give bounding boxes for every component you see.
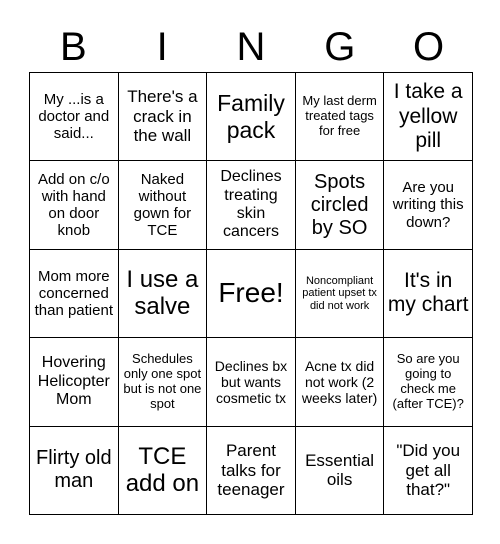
cell-text: Hovering Helicopter Mom xyxy=(37,354,110,409)
bingo-cell-r1-c4[interactable] xyxy=(296,73,385,161)
cell-text: Are you writing this down? xyxy=(392,179,464,231)
cell-text: Mom more concerned than patient xyxy=(34,267,113,320)
free-space-text: Free! xyxy=(218,277,284,309)
header-letter-i: I xyxy=(156,25,168,69)
bingo-cell-r5-c5[interactable] xyxy=(384,427,473,515)
bingo-cell-r2-c3[interactable] xyxy=(207,161,296,249)
cell-text: There's a crack in the wall xyxy=(127,87,198,146)
bingo-header xyxy=(29,22,473,72)
bingo-cell-r1-c5[interactable] xyxy=(384,73,473,161)
cell-text: I take a yellow pill xyxy=(393,80,463,152)
bingo-cell-r3-c5[interactable] xyxy=(384,250,473,338)
bingo-cell-r3-c4[interactable] xyxy=(296,250,385,338)
bingo-cell-r5-c2[interactable] xyxy=(119,427,208,515)
header-letter-o: O xyxy=(413,25,445,69)
cell-text: It's in my chart xyxy=(387,269,469,317)
bingo-cell-r4-c1[interactable] xyxy=(30,338,119,426)
bingo-cell-r4-c5[interactable] xyxy=(384,338,473,426)
bingo-cell-r2-c5[interactable] xyxy=(384,161,473,249)
cell-text: I use a salve xyxy=(126,265,199,321)
cell-text: So are you going to check me (after TCE)? xyxy=(392,351,464,411)
cell-text: Spots circled by SO xyxy=(310,170,369,239)
bingo-cell-r3-c2[interactable] xyxy=(119,250,208,338)
header-letter-b: B xyxy=(60,25,87,69)
bingo-cell-r2-c2[interactable] xyxy=(119,161,208,249)
cell-text: Add on c/o with hand on door knob xyxy=(37,170,110,240)
cell-text: Naked without gown for TCE xyxy=(133,170,192,240)
bingo-cell-r5-c3[interactable] xyxy=(207,427,296,515)
cell-text: Declines bx but wants cosmetic tx xyxy=(214,357,288,406)
cell-text: Noncompliant patient upset tx did not work xyxy=(302,274,377,312)
cell-text: My last derm treated tags for free xyxy=(302,93,377,139)
bingo-cell-r5-c1[interactable] xyxy=(30,427,119,515)
header-letter-n: N xyxy=(236,25,266,69)
cell-text: Flirty old man xyxy=(36,447,112,493)
bingo-cell-r2-c4[interactable] xyxy=(296,161,385,249)
bingo-cell-r4-c3[interactable] xyxy=(207,338,296,426)
cell-text: Acne tx did not work (2 weeks later) xyxy=(301,357,378,406)
header-letter-g: G xyxy=(324,25,356,69)
cell-text: Family pack xyxy=(217,90,285,143)
bingo-cell-r5-c4[interactable] xyxy=(296,427,385,515)
cell-text: Declines treating skin cancers xyxy=(220,168,282,241)
cell-text: Schedules only one spot but is not one spot xyxy=(123,351,202,411)
cell-text: Essential oils xyxy=(305,450,375,490)
bingo-cell-r3-c1[interactable] xyxy=(30,250,119,338)
bingo-cell-r4-c2[interactable] xyxy=(119,338,208,426)
bingo-cell-r1-c2[interactable] xyxy=(119,73,208,161)
bingo-grid xyxy=(29,72,473,515)
cell-text: "Did you get all that?" xyxy=(396,440,461,500)
bingo-cell-r2-c1[interactable] xyxy=(30,161,119,249)
bingo-cell-r1-c3[interactable] xyxy=(207,73,296,161)
cell-text: TCE add on xyxy=(125,442,200,498)
bingo-cell-r1-c1[interactable] xyxy=(30,73,119,161)
bingo-cell-free[interactable] xyxy=(207,250,296,338)
bingo-cell-r4-c4[interactable] xyxy=(296,338,385,426)
cell-text: My ...is a doctor and said... xyxy=(38,90,110,143)
cell-text: Parent talks for teenager xyxy=(217,440,285,500)
